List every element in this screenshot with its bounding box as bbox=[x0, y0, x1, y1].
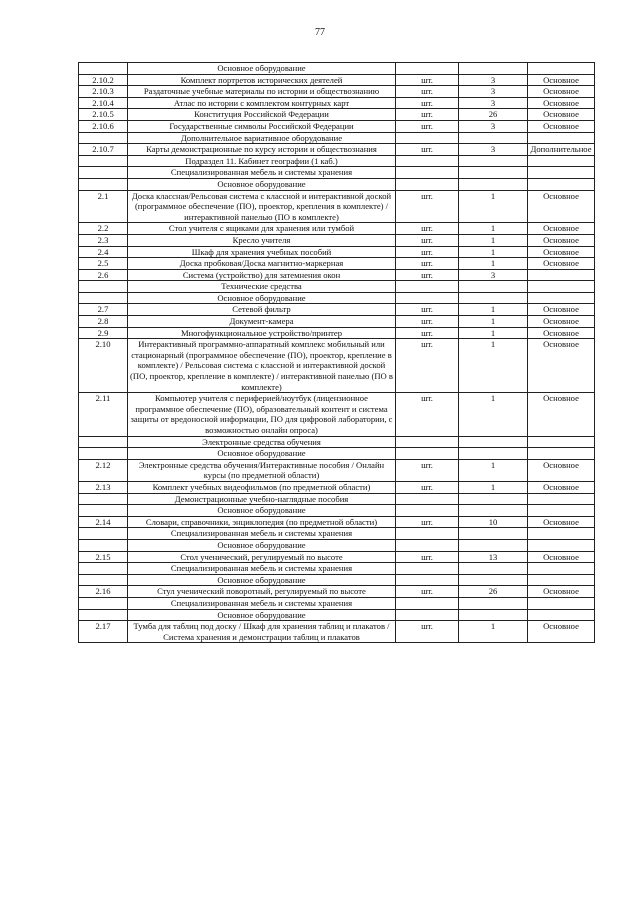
section-spacer-cell bbox=[459, 436, 528, 448]
item-number-cell: 2.10.5 bbox=[79, 109, 128, 121]
item-unit-cell: шт. bbox=[396, 258, 459, 270]
section-spacer-cell bbox=[459, 281, 528, 293]
section-row bbox=[79, 281, 595, 293]
section-spacer-cell bbox=[459, 609, 528, 621]
section-spacer-cell bbox=[79, 436, 128, 448]
section-spacer-cell bbox=[79, 574, 128, 586]
item-number-cell: 2.16 bbox=[79, 586, 128, 598]
item-type-cell: Основное bbox=[528, 246, 595, 258]
section-spacer-cell bbox=[459, 155, 528, 167]
item-type-cell: Основное bbox=[528, 316, 595, 328]
section-row bbox=[79, 574, 595, 586]
item-number-cell: 2.10.7 bbox=[79, 144, 128, 156]
section-spacer-cell bbox=[459, 528, 528, 540]
section-row bbox=[79, 539, 595, 551]
section-title: Специализированная мебель и системы хранения bbox=[128, 167, 396, 179]
section-row bbox=[79, 436, 595, 448]
item-type-cell: Основное bbox=[528, 304, 595, 316]
table-row bbox=[79, 269, 595, 281]
item-quantity-cell: 1 bbox=[459, 339, 528, 393]
section-spacer-cell bbox=[459, 63, 528, 75]
item-quantity-cell: 1 bbox=[459, 258, 528, 270]
table-row bbox=[79, 481, 595, 493]
item-type-cell: Основное bbox=[528, 74, 595, 86]
item-unit-cell: шт. bbox=[396, 586, 459, 598]
table-row bbox=[79, 621, 595, 643]
section-spacer-cell bbox=[396, 528, 459, 540]
section-spacer-cell bbox=[79, 609, 128, 621]
section-row bbox=[79, 167, 595, 179]
table-row bbox=[79, 86, 595, 98]
section-title: Основное оборудование bbox=[128, 609, 396, 621]
item-quantity-cell: 3 bbox=[459, 74, 528, 86]
item-type-cell: Основное bbox=[528, 516, 595, 528]
section-title: Основное оборудование bbox=[128, 448, 396, 460]
item-unit-cell: шт. bbox=[396, 316, 459, 328]
item-name-cell: Стол ученический, регулируемый по высоте bbox=[128, 551, 396, 563]
section-spacer-cell bbox=[79, 563, 128, 575]
section-title: Основное оборудование bbox=[128, 292, 396, 304]
section-spacer-cell bbox=[459, 132, 528, 144]
section-row bbox=[79, 528, 595, 540]
item-unit-cell: шт. bbox=[396, 551, 459, 563]
item-number-cell: 2.4 bbox=[79, 246, 128, 258]
section-spacer-cell bbox=[528, 436, 595, 448]
item-unit-cell: шт. bbox=[396, 144, 459, 156]
section-spacer-cell bbox=[459, 505, 528, 517]
table-row bbox=[79, 144, 595, 156]
item-quantity-cell: 1 bbox=[459, 621, 528, 643]
section-spacer-cell bbox=[528, 609, 595, 621]
item-number-cell: 2.13 bbox=[79, 481, 128, 493]
section-spacer-cell bbox=[396, 563, 459, 575]
section-spacer-cell bbox=[396, 505, 459, 517]
section-title: Специализированная мебель и системы хранения bbox=[128, 597, 396, 609]
section-row bbox=[79, 493, 595, 505]
section-spacer-cell bbox=[528, 292, 595, 304]
item-quantity-cell: 1 bbox=[459, 316, 528, 328]
item-name-cell: Документ-камера bbox=[128, 316, 396, 328]
item-number-cell: 2.9 bbox=[79, 327, 128, 339]
item-quantity-cell: 1 bbox=[459, 481, 528, 493]
item-type-cell: Основное bbox=[528, 258, 595, 270]
section-spacer-cell bbox=[528, 563, 595, 575]
item-type-cell: Основное bbox=[528, 339, 595, 393]
page-number: 77 bbox=[315, 27, 325, 38]
item-name-cell: Тумба для таблиц под доску / Шкаф для хранения таблиц и плакатов / Система хранения и демонстрации таблиц и плакатов bbox=[128, 621, 396, 643]
section-spacer-cell bbox=[396, 597, 459, 609]
item-type-cell bbox=[528, 269, 595, 281]
item-unit-cell: шт. bbox=[396, 459, 459, 481]
table-row bbox=[79, 190, 595, 223]
section-title: Технические средства bbox=[128, 281, 396, 293]
item-quantity-cell: 1 bbox=[459, 304, 528, 316]
section-row bbox=[79, 292, 595, 304]
table-row bbox=[79, 246, 595, 258]
section-spacer-cell bbox=[528, 281, 595, 293]
table-row bbox=[79, 234, 595, 246]
item-unit-cell: шт. bbox=[396, 120, 459, 132]
item-quantity-cell: 1 bbox=[459, 393, 528, 436]
item-quantity-cell: 3 bbox=[459, 97, 528, 109]
section-row bbox=[79, 178, 595, 190]
section-spacer-cell bbox=[459, 574, 528, 586]
item-type-cell: Основное bbox=[528, 621, 595, 643]
item-quantity-cell: 26 bbox=[459, 586, 528, 598]
section-spacer-cell bbox=[79, 493, 128, 505]
item-quantity-cell: 3 bbox=[459, 120, 528, 132]
section-spacer-cell bbox=[396, 574, 459, 586]
item-quantity-cell: 3 bbox=[459, 144, 528, 156]
item-quantity-cell: 1 bbox=[459, 459, 528, 481]
item-number-cell: 2.11 bbox=[79, 393, 128, 436]
section-spacer-cell bbox=[396, 155, 459, 167]
item-type-cell: Основное bbox=[528, 459, 595, 481]
table-row bbox=[79, 516, 595, 528]
item-unit-cell: шт. bbox=[396, 269, 459, 281]
item-quantity-cell: 3 bbox=[459, 86, 528, 98]
table-row bbox=[79, 339, 595, 393]
table-row bbox=[79, 223, 595, 235]
section-spacer-cell bbox=[396, 292, 459, 304]
section-spacer-cell bbox=[396, 539, 459, 551]
item-number-cell: 2.15 bbox=[79, 551, 128, 563]
section-spacer-cell bbox=[396, 436, 459, 448]
item-type-cell: Основное bbox=[528, 190, 595, 223]
item-number-cell: 2.7 bbox=[79, 304, 128, 316]
table-row bbox=[79, 586, 595, 598]
item-unit-cell: шт. bbox=[396, 393, 459, 436]
item-number-cell: 2.5 bbox=[79, 258, 128, 270]
section-spacer-cell bbox=[459, 292, 528, 304]
section-spacer-cell bbox=[79, 528, 128, 540]
item-name-cell: Электронные средства обучения/Интерактивные пособия / Онлайн курсы (по предметной области) bbox=[128, 459, 396, 481]
item-unit-cell: шт. bbox=[396, 516, 459, 528]
item-type-cell: Дополнительное bbox=[528, 144, 595, 156]
section-spacer-cell bbox=[528, 574, 595, 586]
section-spacer-cell bbox=[396, 178, 459, 190]
item-name-cell: Интерактивный программно-аппаратный комплекс мобильный или стационарный (программное обеспечение (ПО), проектор, крепление в комплекте) / Рельсовая система с классной и интерактивной доской (ПО, проектор, крепление в комплекте) / интерактивной панелью (ПО в комплекте) bbox=[128, 339, 396, 393]
section-row bbox=[79, 63, 595, 75]
item-name-cell: Многофункциональное устройство/принтер bbox=[128, 327, 396, 339]
item-number-cell: 2.14 bbox=[79, 516, 128, 528]
item-type-cell: Основное bbox=[528, 86, 595, 98]
item-type-cell: Основное bbox=[528, 109, 595, 121]
item-unit-cell: шт. bbox=[396, 304, 459, 316]
section-spacer-cell bbox=[396, 493, 459, 505]
section-title: Демонстрационные учебно-наглядные пособия bbox=[128, 493, 396, 505]
item-unit-cell: шт. bbox=[396, 327, 459, 339]
item-name-cell: Доска пробковая/Доска магнитно-маркерная bbox=[128, 258, 396, 270]
table-row bbox=[79, 551, 595, 563]
item-number-cell: 2.12 bbox=[79, 459, 128, 481]
item-unit-cell: шт. bbox=[396, 234, 459, 246]
item-number-cell: 2.8 bbox=[79, 316, 128, 328]
item-type-cell: Основное bbox=[528, 97, 595, 109]
section-spacer-cell bbox=[528, 528, 595, 540]
section-title: Основное оборудование bbox=[128, 63, 396, 75]
item-type-cell: Основное bbox=[528, 234, 595, 246]
item-name-cell: Компьютер учителя с периферией/ноутбук (лицензионное программное обеспечение (ПО), образовательный контент и система защиты от вредоносной информации, ПО для цифровой лаборатории, с возможностью онлайн опроса) bbox=[128, 393, 396, 436]
section-spacer-cell bbox=[396, 167, 459, 179]
item-name-cell: Комплект портретов исторических деятелей bbox=[128, 74, 396, 86]
item-name-cell: Государственные символы Российской Федерации bbox=[128, 120, 396, 132]
section-title: Специализированная мебель и системы хранения bbox=[128, 528, 396, 540]
section-spacer-cell bbox=[79, 539, 128, 551]
item-number-cell: 2.2 bbox=[79, 223, 128, 235]
section-spacer-cell bbox=[528, 505, 595, 517]
item-type-cell: Основное bbox=[528, 120, 595, 132]
item-type-cell: Основное bbox=[528, 327, 595, 339]
item-name-cell: Словари, справочники, энциклопедия (по предметной области) bbox=[128, 516, 396, 528]
section-spacer-cell bbox=[528, 539, 595, 551]
section-title: Подраздел 11. Кабинет географии (1 каб.) bbox=[128, 155, 396, 167]
item-name-cell: Карты демонстрационные по курсу истории и обществознания bbox=[128, 144, 396, 156]
item-unit-cell: шт. bbox=[396, 339, 459, 393]
table-row bbox=[79, 304, 595, 316]
table-row bbox=[79, 459, 595, 481]
item-number-cell: 2.10 bbox=[79, 339, 128, 393]
table-row bbox=[79, 316, 595, 328]
item-name-cell: Конституция Российской Федерации bbox=[128, 109, 396, 121]
section-row bbox=[79, 505, 595, 517]
section-spacer-cell bbox=[459, 167, 528, 179]
section-row bbox=[79, 132, 595, 144]
item-name-cell: Кресло учителя bbox=[128, 234, 396, 246]
item-quantity-cell: 1 bbox=[459, 234, 528, 246]
item-unit-cell: шт. bbox=[396, 109, 459, 121]
section-spacer-cell bbox=[459, 448, 528, 460]
section-spacer-cell bbox=[79, 178, 128, 190]
item-unit-cell: шт. bbox=[396, 246, 459, 258]
section-spacer-cell bbox=[396, 281, 459, 293]
section-spacer-cell bbox=[528, 597, 595, 609]
item-name-cell: Атлас по истории с комплектом контурных карт bbox=[128, 97, 396, 109]
section-row bbox=[79, 609, 595, 621]
table-row bbox=[79, 393, 595, 436]
section-spacer-cell bbox=[396, 609, 459, 621]
item-unit-cell: шт. bbox=[396, 97, 459, 109]
section-title: Основное оборудование bbox=[128, 178, 396, 190]
item-type-cell: Основное bbox=[528, 223, 595, 235]
item-type-cell: Основное bbox=[528, 586, 595, 598]
section-spacer-cell bbox=[79, 281, 128, 293]
item-name-cell: Шкаф для хранения учебных пособий bbox=[128, 246, 396, 258]
item-unit-cell: шт. bbox=[396, 190, 459, 223]
item-number-cell: 2.6 bbox=[79, 269, 128, 281]
section-row bbox=[79, 448, 595, 460]
item-number-cell: 2.3 bbox=[79, 234, 128, 246]
item-quantity-cell: 10 bbox=[459, 516, 528, 528]
item-name-cell: Сетевой фильтр bbox=[128, 304, 396, 316]
table-row bbox=[79, 120, 595, 132]
table-row bbox=[79, 109, 595, 121]
section-spacer-cell bbox=[79, 63, 128, 75]
item-unit-cell: шт. bbox=[396, 223, 459, 235]
section-spacer-cell bbox=[459, 563, 528, 575]
item-number-cell: 2.1 bbox=[79, 190, 128, 223]
section-title: Основное оборудование bbox=[128, 539, 396, 551]
item-quantity-cell: 13 bbox=[459, 551, 528, 563]
item-unit-cell: шт. bbox=[396, 86, 459, 98]
table-row bbox=[79, 258, 595, 270]
item-number-cell: 2.17 bbox=[79, 621, 128, 643]
section-spacer-cell bbox=[528, 493, 595, 505]
section-spacer-cell bbox=[459, 539, 528, 551]
item-number-cell: 2.10.2 bbox=[79, 74, 128, 86]
section-spacer-cell bbox=[528, 167, 595, 179]
section-spacer-cell bbox=[79, 155, 128, 167]
section-title: Основное оборудование bbox=[128, 505, 396, 517]
section-spacer-cell bbox=[459, 597, 528, 609]
equipment-table bbox=[78, 62, 595, 643]
section-spacer-cell bbox=[79, 132, 128, 144]
table-row bbox=[79, 97, 595, 109]
section-title: Основное оборудование bbox=[128, 574, 396, 586]
table-row bbox=[79, 74, 595, 86]
item-name-cell: Стол учителя с ящиками для хранения или тумбой bbox=[128, 223, 396, 235]
section-row bbox=[79, 563, 595, 575]
item-quantity-cell: 1 bbox=[459, 223, 528, 235]
section-title: Специализированная мебель и системы хранения bbox=[128, 563, 396, 575]
section-spacer-cell bbox=[528, 155, 595, 167]
item-name-cell: Доска классная/Рельсовая система с классной и интерактивной доской (программное обеспечение (ПО), проектор, крепления в комплекте) / интерактивной панелью (ПО в комплекте) bbox=[128, 190, 396, 223]
item-name-cell: Стул ученический поворотный, регулируемый по высоте bbox=[128, 586, 396, 598]
item-quantity-cell: 1 bbox=[459, 246, 528, 258]
equipment-table-body bbox=[79, 63, 595, 643]
section-spacer-cell bbox=[528, 63, 595, 75]
section-spacer-cell bbox=[396, 132, 459, 144]
item-unit-cell: шт. bbox=[396, 74, 459, 86]
section-spacer-cell bbox=[528, 448, 595, 460]
section-title: Электронные средства обучения bbox=[128, 436, 396, 448]
item-number-cell: 2.10.3 bbox=[79, 86, 128, 98]
item-name-cell: Система (устройство) для затемнения окон bbox=[128, 269, 396, 281]
item-quantity-cell: 3 bbox=[459, 269, 528, 281]
item-unit-cell: шт. bbox=[396, 621, 459, 643]
section-row bbox=[79, 597, 595, 609]
table-row bbox=[79, 327, 595, 339]
item-quantity-cell: 1 bbox=[459, 190, 528, 223]
item-name-cell: Раздаточные учебные материалы по истории и обществознанию bbox=[128, 86, 396, 98]
section-spacer-cell bbox=[459, 178, 528, 190]
item-number-cell: 2.10.4 bbox=[79, 97, 128, 109]
item-unit-cell: шт. bbox=[396, 481, 459, 493]
section-spacer-cell bbox=[79, 292, 128, 304]
item-type-cell: Основное bbox=[528, 551, 595, 563]
section-spacer-cell bbox=[528, 132, 595, 144]
item-quantity-cell: 26 bbox=[459, 109, 528, 121]
section-row bbox=[79, 155, 595, 167]
section-spacer-cell bbox=[79, 597, 128, 609]
item-number-cell: 2.10.6 bbox=[79, 120, 128, 132]
item-quantity-cell: 1 bbox=[459, 327, 528, 339]
section-spacer-cell bbox=[79, 505, 128, 517]
section-spacer-cell bbox=[396, 63, 459, 75]
section-spacer-cell bbox=[79, 448, 128, 460]
item-type-cell: Основное bbox=[528, 393, 595, 436]
section-spacer-cell bbox=[79, 167, 128, 179]
section-spacer-cell bbox=[459, 493, 528, 505]
item-name-cell: Комплект учебных видеофильмов (по предметной области) bbox=[128, 481, 396, 493]
section-spacer-cell bbox=[528, 178, 595, 190]
item-type-cell: Основное bbox=[528, 481, 595, 493]
section-title: Дополнительное вариативное оборудование bbox=[128, 132, 396, 144]
section-spacer-cell bbox=[396, 448, 459, 460]
